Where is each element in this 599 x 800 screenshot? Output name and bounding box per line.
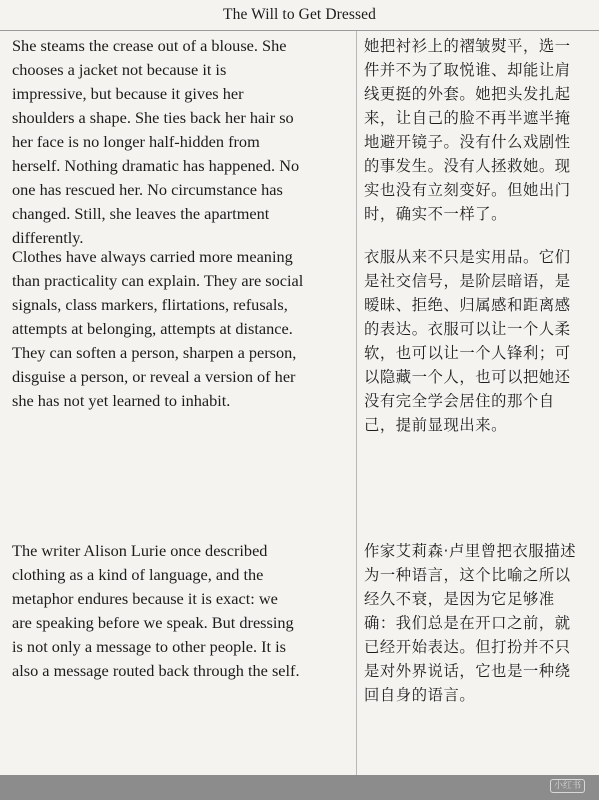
text-line: 衣服从来不只是实用品。它们 xyxy=(364,248,571,266)
text-line: The writer Alison Lurie once described xyxy=(12,541,268,560)
text-line: 地避开镜子。没有什么戏剧性 xyxy=(364,133,571,151)
text-line: 来，让自己的脸不再半遮半掩 xyxy=(364,109,571,127)
text-line: 线更挺的外套。她把头发扎起 xyxy=(364,85,571,103)
text-line: metaphor endures because it is exact: we xyxy=(12,589,278,608)
text-line: 以隐藏一个人，也可以把她还 xyxy=(364,368,571,386)
text-line: 的事发生。没有人拯救她。现 xyxy=(364,157,571,175)
text-line: than practicality can explain. They are social xyxy=(12,271,304,290)
text-line: her face is no longer half-hidden from xyxy=(12,132,260,151)
chinese-paragraph-1 xyxy=(364,34,592,226)
text-line: herself. Nothing dramatic has happened. No xyxy=(12,156,300,175)
text-line: 暧昧、拒绝、归属感和距离感 xyxy=(364,296,571,314)
text-line: She steams the crease out of a blouse. She xyxy=(12,36,287,55)
english-paragraph-2 xyxy=(12,245,352,413)
text-line: 为一种语言，这个比喻之所以 xyxy=(364,566,571,584)
bottom-bar xyxy=(0,775,599,800)
text-line: 的表达。衣服可以让一个人柔 xyxy=(364,320,571,338)
text-line: one has rescued her. No circumstance has xyxy=(12,180,283,199)
text-line: also a message routed back through the self. xyxy=(12,661,300,680)
text-line: differently. xyxy=(12,228,84,247)
column-divider xyxy=(356,31,357,775)
text-line: 已经开始表达。但打扮并不只 xyxy=(364,638,571,656)
text-line: 己，提前显现出来。 xyxy=(364,416,508,434)
text-line: are speaking before we speak. But dressing xyxy=(12,613,294,632)
text-line: is not only a message to other people. It is xyxy=(12,637,287,656)
chinese-paragraph-2 xyxy=(364,245,592,437)
text-line: chooses a jacket not because it is xyxy=(12,60,227,79)
watermark xyxy=(550,779,589,793)
title-divider xyxy=(0,30,599,31)
text-line: impressive, but because it gives her xyxy=(12,84,244,103)
page-title: The Will to Get Dressed xyxy=(223,6,376,23)
text-line: 件并不为了取悦谁、却能让肩 xyxy=(364,61,571,79)
text-line: 经久不衰，是因为它足够准 xyxy=(364,590,555,608)
english-paragraph-3 xyxy=(12,539,352,683)
text-line: attempts at belonging, attempts at distance. xyxy=(12,319,293,338)
text-line: 她把衬衫上的褶皱熨平，选一 xyxy=(364,37,571,55)
text-line: 没有完全学会居住的那个自 xyxy=(364,392,555,410)
text-line: shoulders a shape. She ties back her hair so xyxy=(12,108,294,127)
text-line: 软，也可以让一个人锋利；可 xyxy=(364,344,571,362)
text-line: disguise a person, or reveal a version of her xyxy=(12,367,296,386)
text-line: 作家艾莉森·卢里曾把衣服描述 xyxy=(364,542,577,560)
chinese-paragraph-3 xyxy=(364,539,592,707)
text-line: 是对外界说话，它也是一种绕 xyxy=(364,662,571,680)
text-line: she has not yet learned to inhabit. xyxy=(12,391,231,410)
text-line: 确：我们总是在开口之前，就 xyxy=(364,614,571,632)
text-line: They can soften a person, sharpen a person, xyxy=(12,343,297,362)
text-line: Clothes have always carried more meaning xyxy=(12,247,293,266)
text-line: changed. Still, she leaves the apartment xyxy=(12,204,270,223)
text-line: clothing as a kind of language, and the xyxy=(12,565,264,584)
text-line: 回自身的语言。 xyxy=(364,686,476,704)
xiaohongshu-logo-icon: 小红书 xyxy=(550,779,585,793)
english-paragraph-1 xyxy=(12,34,352,250)
text-line: signals, class markers, flirtations, refusals, xyxy=(12,295,288,314)
text-line: 实也没有立刻变好。但她出门 xyxy=(364,181,571,199)
text-line: 是社交信号，是阶层暗语，是 xyxy=(364,272,571,290)
text-line: 时，确实不一样了。 xyxy=(364,205,508,223)
